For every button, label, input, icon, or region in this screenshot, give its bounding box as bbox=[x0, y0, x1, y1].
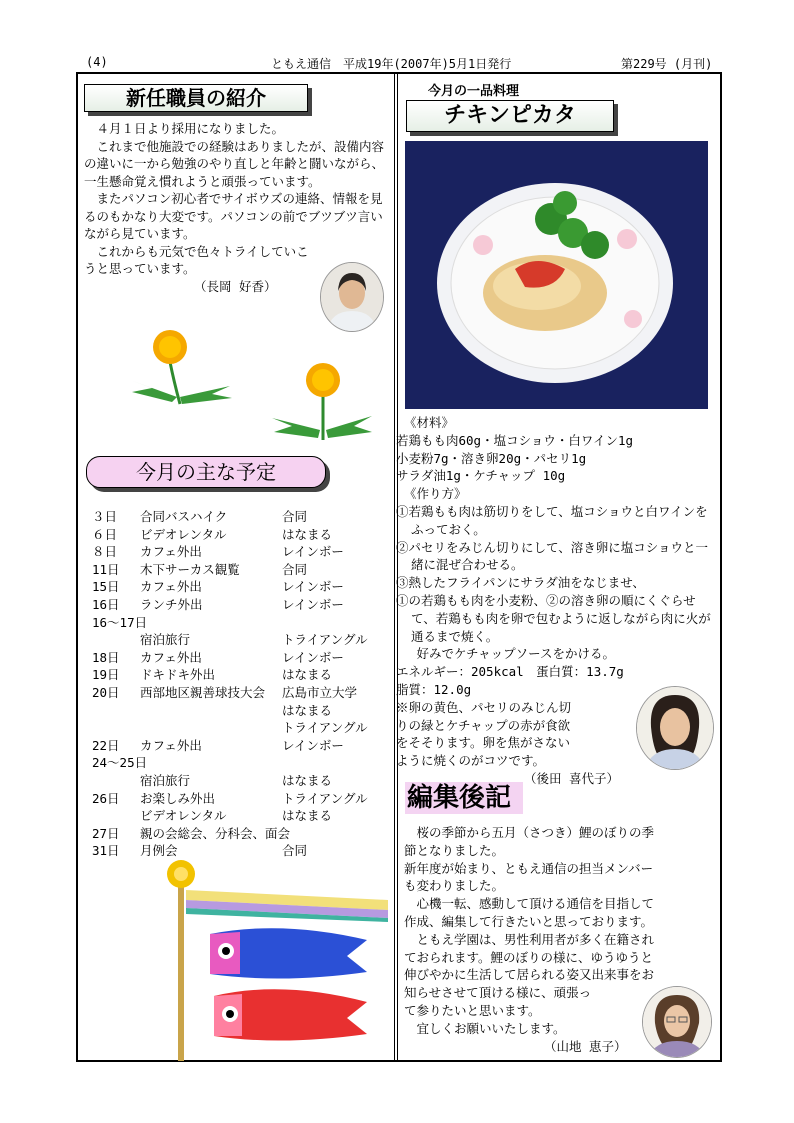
dish-photo bbox=[405, 141, 708, 409]
schedule-event: ビデオレンタル bbox=[140, 526, 227, 542]
page-number: (4) bbox=[86, 55, 108, 69]
schedule-group: 合同 bbox=[282, 509, 308, 524]
schedule-event: 西部地区親善球技大会 bbox=[140, 684, 266, 700]
recipe-comment-line: ように焼くのがコツです。 bbox=[396, 753, 546, 769]
editorial-line: 桜の季節から五月（さつき）鯉のぼりの季 bbox=[404, 825, 655, 840]
editorial-line: 作成、編集して行きたいと思っております。 bbox=[404, 913, 654, 929]
schedule-group: はなまる bbox=[282, 667, 333, 683]
schedule-event: 宿泊旅行 bbox=[140, 772, 191, 788]
newsletter-date: ともえ通信 平成19年(2007年)5月1日発行 bbox=[271, 57, 512, 71]
staff-intro-author: （長岡 好香） bbox=[194, 278, 277, 294]
schedule-row bbox=[92, 684, 392, 702]
schedule-day: 31日 bbox=[92, 843, 120, 859]
schedule-event: カフェ外出 bbox=[140, 579, 202, 595]
schedule-day: 20日 bbox=[92, 684, 120, 700]
schedule-event: 月例会 bbox=[140, 843, 178, 859]
schedule-day: 19日 bbox=[92, 667, 120, 683]
schedule-row bbox=[92, 526, 392, 544]
schedule-day: ３日 bbox=[92, 509, 118, 524]
schedule-event: 親の会総会、分科会、面会 bbox=[140, 825, 291, 841]
ingredient-line: 若鶏もも肉60g・塩コショウ・白ワイン1g bbox=[396, 432, 634, 448]
ingredient-line: サラダ油1g・ケチャップ 10g bbox=[396, 468, 566, 484]
schedule-title-text: 今月の主な予定 bbox=[136, 460, 276, 484]
schedule-row bbox=[92, 578, 392, 596]
schedule-event: ランチ外出 bbox=[140, 596, 203, 612]
schedule-day: 26日 bbox=[92, 790, 120, 806]
editorial-line: 心機一転、感動して頂ける通信を目指して bbox=[404, 896, 655, 912]
editorial-title-text: 編集後記 bbox=[407, 783, 512, 813]
schedule-day: 15日 bbox=[92, 579, 120, 595]
schedule-row bbox=[92, 561, 392, 579]
schedule-group: はなまる bbox=[282, 526, 333, 542]
schedule-row bbox=[92, 649, 392, 667]
schedule-row bbox=[92, 543, 392, 561]
schedule-row bbox=[92, 807, 392, 825]
schedule-event: 合同バスハイク bbox=[140, 509, 228, 524]
schedule-group: レインボー bbox=[282, 737, 344, 753]
schedule-row bbox=[92, 719, 392, 737]
editor-portrait-photo bbox=[642, 986, 712, 1058]
schedule-group: トライアングル bbox=[282, 720, 368, 736]
recipe-title-text: チキンピカタ bbox=[444, 103, 576, 128]
recipe-step: ②パセリをみじん切りにして、溶き卵に塩コショウと一緒に混ぜ合わせる。 bbox=[396, 539, 709, 573]
nutrition-line: エネルギー：205kcal 蛋白質：13.7g bbox=[396, 664, 624, 680]
staff-intro-title-text: 新任職員の紹介 bbox=[126, 86, 266, 110]
schedule-group: はなまる bbox=[282, 772, 333, 788]
editorial-line: 知らせさせて頂ける様に、頑張っ bbox=[404, 985, 592, 1001]
schedule-group: レインボー bbox=[282, 596, 344, 612]
schedule-group: レインボー bbox=[282, 544, 344, 560]
dandelion-illustration-2 bbox=[268, 358, 378, 443]
schedule-group: 合同 bbox=[282, 561, 308, 577]
recipe-author-portrait-photo bbox=[636, 686, 714, 770]
editorial-line: て参りたいと思います。 bbox=[404, 1002, 541, 1018]
editorial-author: （山地 恵子） bbox=[544, 1038, 627, 1054]
staff-intro-title bbox=[84, 84, 308, 112]
schedule-event: 宿泊旅行 bbox=[140, 632, 191, 648]
dandelion-illustration bbox=[122, 322, 242, 407]
staff-intro-para-3: またパソコン初心者でサイボウズの連絡、情報を見るのもかなり大変です。パソコンの前でブツブツ言いながら見ています。 bbox=[84, 191, 383, 241]
schedule-group: はなまる bbox=[282, 808, 333, 824]
schedule-row bbox=[92, 772, 392, 790]
schedule-day: 27日 bbox=[92, 825, 120, 841]
recipe-kicker: 今月の一品料理 bbox=[428, 84, 520, 99]
schedule-day: ８日 bbox=[92, 544, 118, 560]
schedule-event: ビデオレンタル bbox=[140, 808, 227, 824]
schedule-group: レインボー bbox=[282, 579, 344, 595]
schedule-row bbox=[92, 614, 392, 632]
schedule-day: 16日 bbox=[92, 596, 120, 612]
schedule-day: 11日 bbox=[92, 561, 120, 577]
recipe-comment-line: をそそります。卵を焦がさない bbox=[396, 735, 571, 751]
page-header bbox=[76, 55, 724, 71]
issue-number: 第229号 (月刊) bbox=[621, 57, 713, 71]
schedule-row bbox=[92, 631, 392, 649]
ingredients-heading: 《材料》 bbox=[404, 415, 455, 430]
staff-intro-para-1: ４月１日より採用になりました。 bbox=[96, 121, 285, 136]
recipe-comment-line: ※卵の黄色、パセリのみじん切 bbox=[396, 699, 572, 715]
schedule-group: 広島市立大学 bbox=[282, 684, 358, 700]
schedule-row bbox=[92, 702, 392, 720]
staff-intro-para-4: これからも元気で色々トライしていこうと思っています。 bbox=[84, 243, 309, 276]
recipe-step: ①若鶏もも肉は筋切りをして、塩コショウと白ワインをふっておく。 bbox=[396, 503, 708, 537]
schedule-group: トライアングル bbox=[282, 790, 368, 806]
koinobori-illustration bbox=[162, 856, 392, 1061]
schedule-row bbox=[92, 737, 392, 755]
staff-portrait-photo bbox=[320, 262, 384, 332]
editorial-line: 節となりました。 bbox=[404, 842, 505, 858]
schedule-row bbox=[92, 596, 392, 614]
recipe-note: 好みでケチャップソースをかける。 bbox=[416, 646, 616, 662]
editorial-line: ともえ学園は、男性利用者が多く在籍され bbox=[404, 931, 655, 947]
editorial-line: も変わりました。 bbox=[404, 878, 505, 894]
schedule-event: お楽しみ外出 bbox=[140, 790, 216, 806]
schedule-row bbox=[92, 825, 392, 843]
schedule-day: 22日 bbox=[92, 737, 120, 753]
schedule-group: レインボー bbox=[282, 649, 344, 665]
recipe-step: ③熱したフライパンにサラダ油をなじませ、 bbox=[396, 575, 645, 591]
schedule-row bbox=[92, 508, 392, 526]
schedule-event: ドキドキ外出 bbox=[140, 667, 216, 683]
schedule-event: カフェ外出 bbox=[140, 737, 202, 753]
recipe-title bbox=[406, 100, 614, 132]
schedule-day: 16～17日 bbox=[92, 614, 148, 630]
recipe-author: （後田 喜代子） bbox=[524, 770, 620, 786]
editorial-line: 宜しくお願いいたします。 bbox=[404, 1020, 566, 1036]
schedule-group: 合同 bbox=[282, 843, 308, 859]
schedule-event: カフェ外出 bbox=[140, 544, 202, 560]
schedule-day: ６日 bbox=[92, 526, 118, 542]
schedule-event: カフェ外出 bbox=[140, 649, 202, 665]
editorial-line: 新年度が始まり、ともえ通信の担当メンバー bbox=[404, 860, 654, 876]
editorial-line: 伸びやかに生活して居られる姿又出来事をお bbox=[404, 967, 655, 983]
editorial-line: ておられます。鯉のぼりの様に、ゆうゆうと bbox=[404, 949, 654, 965]
schedule-day: 24～25日 bbox=[92, 755, 148, 771]
schedule-row bbox=[92, 790, 392, 808]
schedule-row bbox=[92, 666, 392, 684]
schedule-title bbox=[86, 456, 326, 488]
schedule-list bbox=[92, 508, 392, 860]
schedule-group: トライアングル bbox=[282, 632, 368, 648]
schedule-day: 18日 bbox=[92, 649, 120, 665]
schedule-event: 木下サーカス観覧 bbox=[140, 561, 240, 577]
recipe-comment-line: りの緑とケチャップの赤が食欲 bbox=[396, 717, 571, 733]
nutrition-line: 脂質：12.0g bbox=[396, 681, 472, 697]
ingredient-line: 小麦粉7g・溶き卵20g・パセリ1g bbox=[396, 450, 587, 466]
staff-intro-para-2: これまで他施設での経験はありましたが、設備内容の違いに一から勉強のやり直しと年齢と闘いながら、一生懸命覚え慣れようと頑張っています。 bbox=[84, 138, 385, 189]
schedule-group: はなまる bbox=[282, 702, 333, 718]
schedule-row bbox=[92, 754, 392, 772]
recipe-step: ①の若鶏もも肉を小麦粉、②の溶き卵の順にくぐらせて、若鶏もも肉を卵で包むように返しながら肉に火が通るまで焼く。 bbox=[396, 592, 711, 644]
steps-heading: 《作り方》 bbox=[404, 486, 467, 502]
